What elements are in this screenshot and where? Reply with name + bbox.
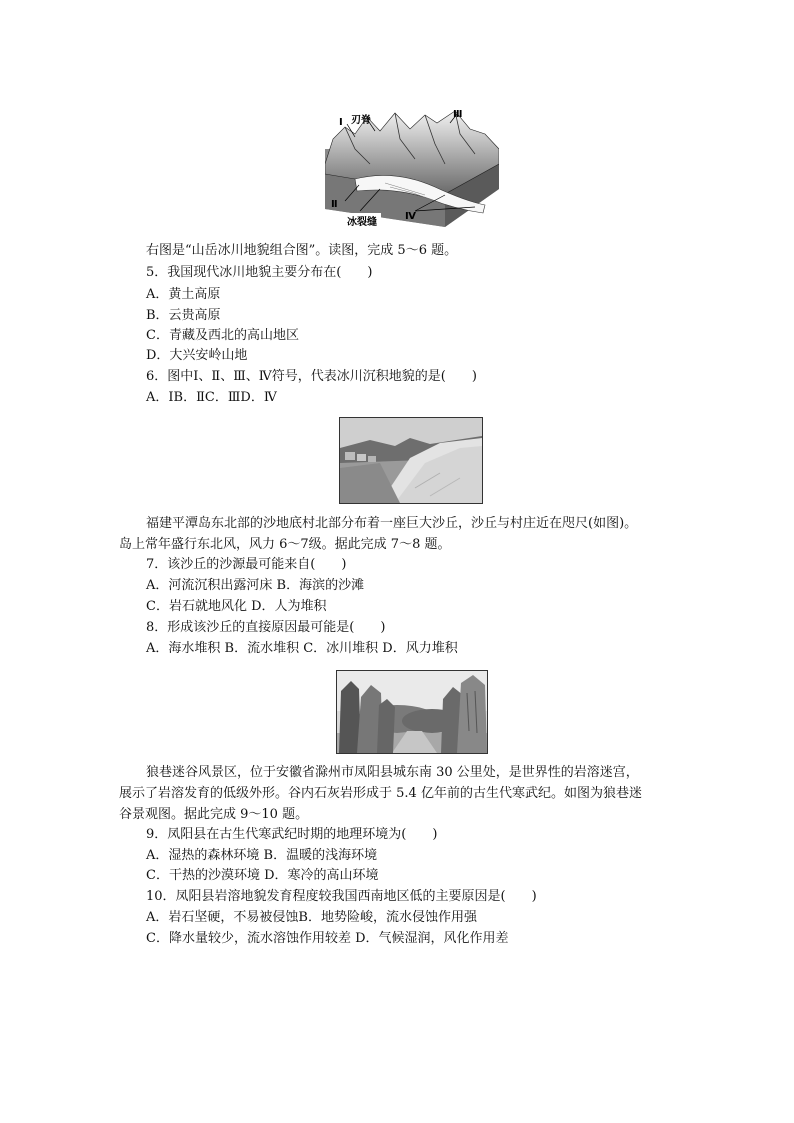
q9-options-ab: A．湿热的森林环境 B．温暖的浅海环境 [146,848,378,863]
q5-option-c: C．青藏及西北的高山地区 [146,328,299,343]
q6-stem: 6．图中Ⅰ、Ⅱ、Ⅲ、Ⅳ符号，代表冰川沉积地貌的是( ) [146,369,477,384]
q7-stem: 7．该沙丘的沙源最可能来自( ) [146,557,347,572]
label-ridge: 刃脊 [351,115,371,126]
q7-options-ab: A．河流沉积出露河床 B．海滨的沙滩 [146,578,365,593]
q8-stem: 8．形成该沙丘的直接原因最可能是( ) [146,620,386,635]
sand-dune-photo [339,417,483,504]
q5-option-a: A．黄土高原 [146,287,221,302]
q9-stem: 9．凤阳县在古生代寒武纪时期的地理环境为( ) [146,827,438,842]
label-iii: Ⅲ [453,109,463,120]
glacier-landform-figure [325,109,499,229]
label-i: Ⅰ [339,117,343,128]
q10-options-cd: C．降水量较少，流水溶蚀作用较差 D．气候湿润，风化作用差 [146,931,509,946]
section3-intro-line1: 狼巷迷谷风景区，位于安徽省滁州市凤阳县城东南 30 公里处，是世界性的岩溶迷宫， [146,765,639,780]
q5-option-d: D．大兴安岭山地 [146,348,248,363]
q5-stem: 5．我国现代冰川地貌主要分布在( ) [146,265,373,280]
section3-intro-line2: 展示了岩溶发育的低级外形。谷内石灰岩形成于 5.4 亿年前的古生代寒武纪。如图为狼巷迷 [119,786,642,801]
q8-options: A．海水堆积 B．流水堆积 C．冰川堆积 D．风力堆积 [146,641,458,656]
label-iv: Ⅳ [405,211,416,222]
section3-intro-line3: 谷景观图。据此完成 9～10 题。 [119,807,309,822]
q7-options-cd: C．岩石就地风化 D．人为堆积 [146,599,327,614]
sand-dune-illustration [340,418,482,503]
section2-intro-line1: 福建平潭岛东北部的沙地底村北部分布着一座巨大沙丘，沙丘与村庄近在咫尺(如图)。 [146,516,638,531]
section1-intro: 右图是“山岳冰川地貌组合图”。读图，完成 5～6 题。 [146,243,458,258]
q5-option-b: B．云贵高原 [146,308,221,323]
karst-valley-illustration [337,671,487,753]
q10-stem: 10．凤阳县岩溶地貌发育程度较我国西南地区低的主要原因是( ) [146,889,537,904]
section2-intro-line2: 岛上常年盛行东北风，风力 6～7级。据此完成 7～8 题。 [119,537,451,552]
label-ii: Ⅱ [331,199,338,210]
karst-valley-photo [336,670,488,754]
q6-options: A．ⅠB．ⅡC．ⅢD．Ⅳ [146,390,277,405]
q10-options-ab: A．岩石坚硬，不易被侵蚀B．地势险峻，流水侵蚀作用强 [146,910,477,925]
label-crevasse: 冰裂缝 [347,217,377,228]
q9-options-cd: C．干热的沙漠环境 D．寒冷的高山环境 [146,868,379,883]
